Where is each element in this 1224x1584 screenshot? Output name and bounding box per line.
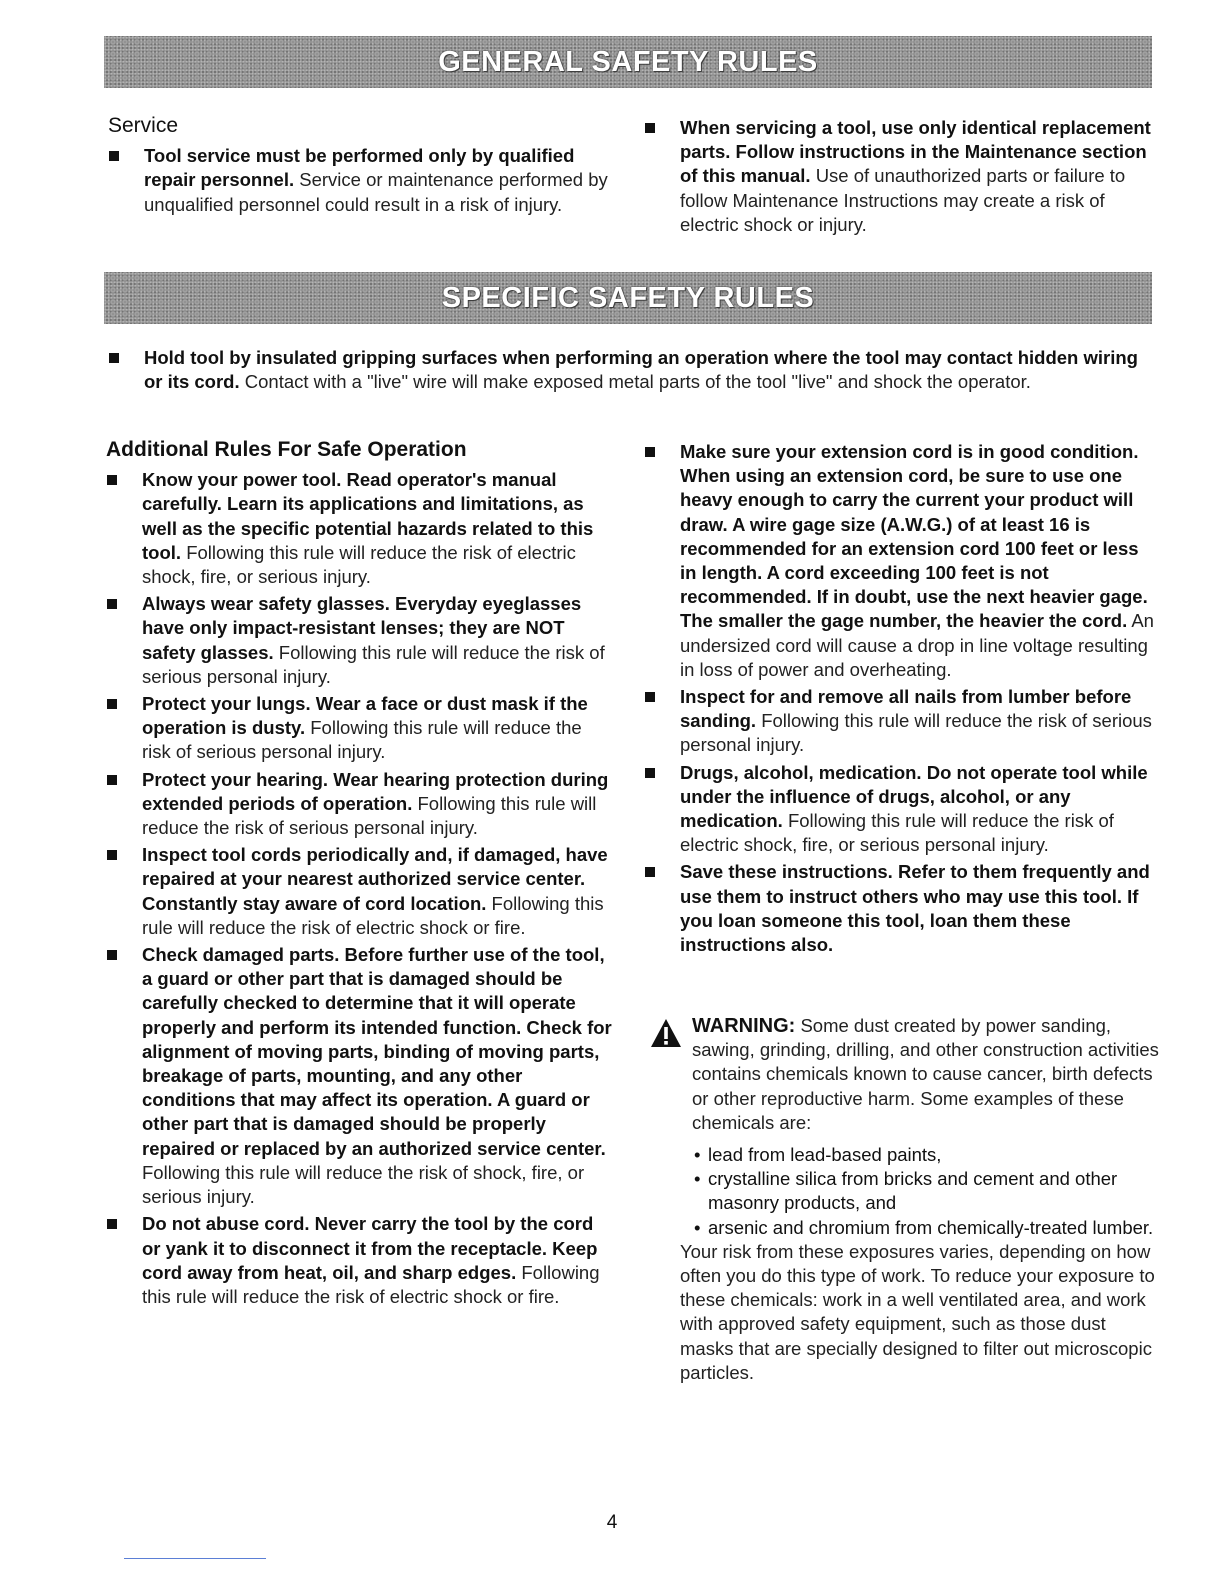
rule-bold-text: Always wear safety glasses. Everyday eyeglasses have only impact-resistant lenses; they are NOT safety glasses.: [142, 593, 582, 663]
bullet-icon: [107, 699, 117, 709]
page-number: 4: [606, 1512, 618, 1533]
bullet-icon: [107, 775, 117, 785]
specific-rule-section: [108, 346, 1148, 397]
safety-rule: [106, 843, 614, 940]
safety-rule: [106, 1212, 614, 1309]
rule-bold-text: When servicing a tool, use only identical replacement parts. Follow instructions in the Maintenance section of this manual.: [680, 117, 1151, 187]
bullet-icon: [645, 123, 655, 133]
safety-rule: [106, 768, 614, 841]
bullet-icon: [107, 475, 117, 485]
service-rule-2: [644, 116, 1156, 237]
chemical-list: [650, 1143, 1160, 1240]
bullet-icon: [109, 353, 119, 363]
bullet-icon: [645, 768, 655, 778]
bullet-icon: [107, 1219, 117, 1229]
warning-label: WARNING:: [692, 1015, 796, 1037]
rule-text: Following this rule will reduce the risk of serious personal injury.: [142, 717, 582, 763]
banner-title: SPECIFIC SAFETY RULES: [441, 281, 815, 314]
warning-triangle-icon: [650, 1018, 682, 1048]
rule-text: Use of unauthorized parts or failure to follow Maintenance Instructions may create a risk of electric shock or injury.: [680, 165, 1126, 235]
rule-bold-text: Make sure your extension cord is in good condition. When using an extension cord, be sure to use one heavy enough to carry the current your product will draw. A wire gage size (A.W.G.) of at least 16 is recommended for an extension cord 100 feet or less in length. A cord exceeding 100 feet is not recommended. If in doubt, use the next heavier gage. The smaller the gage number, the heavier the cord.: [680, 441, 1148, 632]
specific-safety-rules-banner: [104, 272, 1152, 324]
service-section-right: [644, 116, 1156, 240]
service-heading: Service: [108, 114, 179, 137]
rule-bold-text: Protect your lungs. Wear a face or dust mask if the operation is dusty.: [142, 693, 588, 739]
rule-text: Contact with a "live" wire will make exposed metal parts of the tool "live" and shock the operator.: [244, 371, 1031, 393]
bullet-icon: [109, 151, 119, 161]
safety-rule: [106, 943, 614, 1209]
bullet-icon: [645, 447, 655, 457]
additional-rules-right-column: [644, 440, 1156, 960]
rule-text: Following this rule will reduce the risk of serious personal injury.: [142, 792, 597, 839]
rule-text: Following this rule will reduce the risk of electric shock, fire, or serious personal injury.: [680, 810, 1114, 856]
specific-rule: [108, 346, 1148, 394]
footer-link-underline: [124, 1558, 266, 1559]
service-rule-1: [108, 144, 613, 217]
rule-bold-text: Check damaged parts. Before further use of the tool, a guard or other part that is damaged should be carefully checked to determine that it will operate properly and perform its intended function. Check for alignment of moving parts, binding of moving parts, breakage of parts, mounting, and any other conditions that may affect its operation. A guard or other part that is damaged should be properly repaired or replaced by an authorized service center.: [142, 944, 612, 1159]
list-item: • lead from lead-based paints,: [694, 1143, 1160, 1167]
rule-text: Following this rule will reduce the risk of electric shock or fire.: [142, 892, 604, 938]
warning-block: [650, 1014, 1160, 1385]
bullet-icon: [107, 599, 117, 609]
rule-text: Following this rule will reduce the risk of serious personal injury.: [142, 641, 605, 687]
general-safety-rules-banner: [104, 36, 1152, 88]
list-item: • arsenic and chromium from chemically-treated lumber.: [694, 1216, 1160, 1240]
warning-closing: Your risk from these exposures varies, depending on how often you do this type of work. To reduce your exposure to these chemicals: work in a well ventilated area, and work with approved safety equipment, such as those dust masks that are specially designed to filter out microscopic particles.: [680, 1240, 1155, 1383]
safety-rule: [644, 685, 1156, 758]
rule-text: Service or maintenance performed by unqualified personnel could result in a risk of injury.: [144, 169, 608, 215]
rule-text: Following this rule will reduce the risk of shock, fire, or serious injury.: [142, 1161, 585, 1208]
rule-bold-text: Protect your hearing. Wear hearing protection during extended periods of operation.: [142, 768, 609, 814]
safety-rule: [106, 692, 614, 765]
bullet-icon: [107, 950, 117, 960]
rule-text: An undersized cord will cause a drop in line voltage resulting in loss of power and overheating.: [680, 610, 1154, 680]
rule-bold-text: Hold tool by insulated gripping surfaces when performing an operation where the tool may contact hidden wiring or its cord.: [144, 347, 1138, 393]
safety-rule: [644, 440, 1156, 682]
additional-rules-left-column: [106, 438, 614, 1312]
rule-bold-text: Inspect tool cords periodically and, if damaged, have repaired at your nearest authorized service center. Constantly stay aware of cord location.: [142, 844, 608, 914]
rule-bold-text: Drugs, alcohol, medication. Do not operate tool while under the influence of drugs, alcohol, or any medication.: [680, 761, 1148, 832]
additional-rules-heading: Additional Rules For Safe Operation: [106, 438, 467, 461]
safety-rule: [644, 860, 1156, 957]
bullet-icon: [645, 692, 655, 702]
warning-intro: Some dust created by power sanding, sawing, grinding, drilling, and other construction activities contains chemicals known to cause cancer, birth defects or other reproductive harm. Some examples of these chemicals are:: [692, 1015, 1159, 1133]
banner-title: GENERAL SAFETY RULES: [438, 45, 818, 78]
rule-text: Following this rule will reduce the risk of serious personal injury.: [680, 710, 1152, 756]
service-section: [108, 114, 613, 220]
safety-rule: [106, 592, 614, 689]
warning-text: [650, 1014, 1160, 1135]
list-item: • crystalline silica from bricks and cement and other masonry products, and: [694, 1167, 1160, 1215]
rule-text: Following this rule will reduce the risk of electric shock or fire.: [142, 1261, 600, 1307]
rule-bold-text: Do not abuse cord. Never carry the tool by the cord or yank it to disconnect it from the receptacle. Keep cord away from heat, oil, and sharp edges.: [142, 1213, 598, 1283]
rule-bold-text: Inspect for and remove all nails from lumber before sanding.: [680, 686, 1132, 732]
safety-rule: [644, 761, 1156, 858]
safety-rule: [106, 468, 614, 589]
bullet-icon: [645, 867, 655, 877]
bullet-icon: [107, 850, 117, 860]
rule-bold-text: Save these instructions. Refer to them frequently and use them to instruct others who may use this tool. If you loan someone this tool, loan them these instructions also.: [680, 861, 1150, 956]
rule-bold-text: Tool service must be performed only by qualified repair personnel.: [144, 145, 575, 191]
rule-bold-text: Know your power tool. Read operator's manual carefully. Learn its applications and limitations, as well as the specific potential hazards related to this tool.: [142, 469, 594, 563]
rule-text: Following this rule will reduce the risk of electric shock, fire, or serious injury.: [142, 541, 576, 588]
